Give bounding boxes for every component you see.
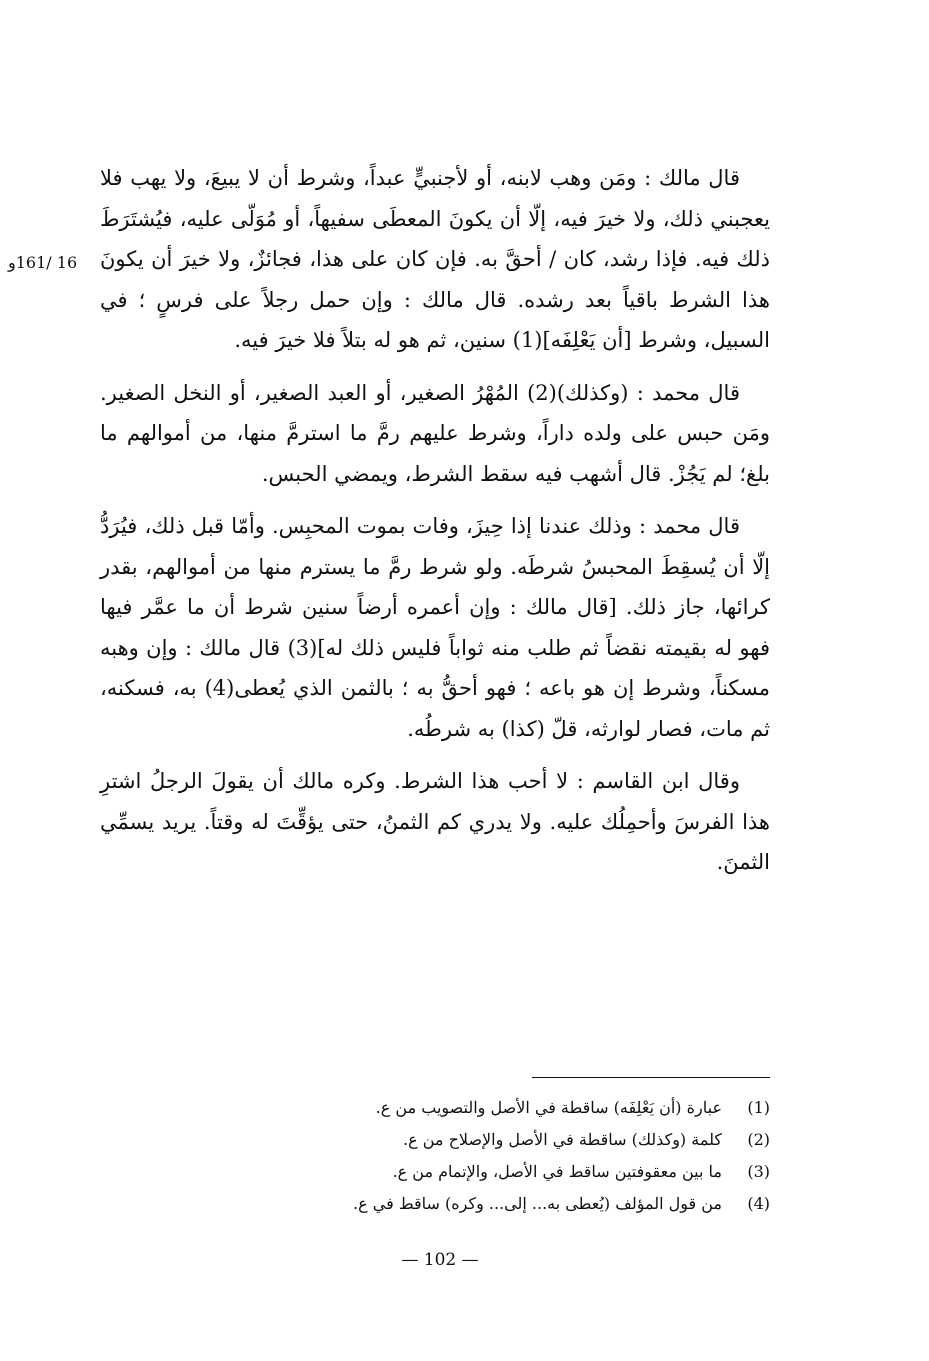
footnotes (300, 1092, 770, 1220)
footnote-text: كلمة (وكذلك) ساقطة في الأصل والإصلاح من ع. (403, 1130, 722, 1149)
main-text (100, 158, 770, 895)
paragraph-3: قال محمد : وذلك عندنا إذا حِيزَ، وفات بموت المحبِس. وأمّا قبل ذلك، فيُرَدُّ إلّا أن يُسقِطَ المحبسُ شرطَه. ولو شرط رمَّ ما يسترم منها من أموالهم، بقدر كرائها، جاز ذلك. [قال مالك : وإن أعمره أرضاً سنين شرط أن ما عمَّر فيها فهو له بقيمته نقضاً ثم طلب منه ثواباً فليس ذلك له](3) قال مالك : وإن وهبه مسكناً، وشرط إن هو باعه ؛ فهو أحقُّ به ؛ بالثمن الذي يُعطى(4) به، فسكنه، ثم مات، فصار لوارثه، قلّ (كذا) به شرطُه. (100, 514, 770, 741)
footnote-number: (2) (747, 1130, 770, 1149)
manuscript-folio-note: 16 /161و (8, 253, 78, 272)
footnote-1 (300, 1092, 770, 1124)
footnote-4 (300, 1188, 770, 1220)
footnote-2 (300, 1124, 770, 1156)
page-number: — 102 — (401, 1250, 479, 1270)
footnote-number: (3) (747, 1162, 770, 1181)
footnote-text: ما بين معقوفتين ساقط في الأصل، والإتمام من ع. (392, 1162, 722, 1181)
paragraph-4: وقال ابن القاسم : لا أحب هذا الشرط. وكره مالك أن يقولَ الرجلُ اشترِ هذا الفرسَ وأحمِلُك عليه. ولا يدري كم الثمنُ، حتى يؤقِّتَ له وقتاً. يريد يسمِّي الثمنَ. (100, 769, 770, 874)
paragraph-1: قال مالك : ومَن وهب لابنه، أو لأجنبيٍّ عبداً، وشرط أن لا يبيعَ، ولا يهب فلا يعجبني ذلك، ولا خيرَ فيه، إلّا أن يكونَ المعطَى سفيهاً، أو مُوَلّى عليه، فيُشتَرَطَ ذلك فيه. فإذا رشد، كان / أحقَّ به. فإن كان على هذا، فجائزٌ، ولا خيرَ أن يكونَ هذا الشرط باقياً بعد رشده. قال مالك : وإن حمل رجلاً على فرسٍ ؛ في السبيل، وشرط [أن يَعْلِفَه](1) سنين، ثم هو له بتلاً فلا خيرَ فيه. (100, 166, 770, 352)
footnote-3 (300, 1156, 770, 1188)
paragraph-2: قال محمد : (وكذلك)(2) المُهْرُ الصغير، أو العبد الصغير، أو النخل الصغير. ومَن حبس على ولده داراً، وشرط عليهم رمَّ ما استرمَّ منها، من أموالهم ما بلغ؛ لم يَجُزْ. قال أشهب فيه سقط الشرط، ويمضي الحبس. (100, 380, 770, 486)
footnote-number: (4) (747, 1194, 770, 1213)
footnote-divider (532, 1077, 770, 1078)
footnote-text: عبارة (أن يَعْلِفَه) ساقطة في الأصل والتصويب من ع. (375, 1098, 722, 1117)
footnote-text: من قول المؤلف (يُعطى به... إلى... وكره) ساقط في ع. (353, 1194, 722, 1213)
footnote-number: (1) (747, 1098, 770, 1117)
